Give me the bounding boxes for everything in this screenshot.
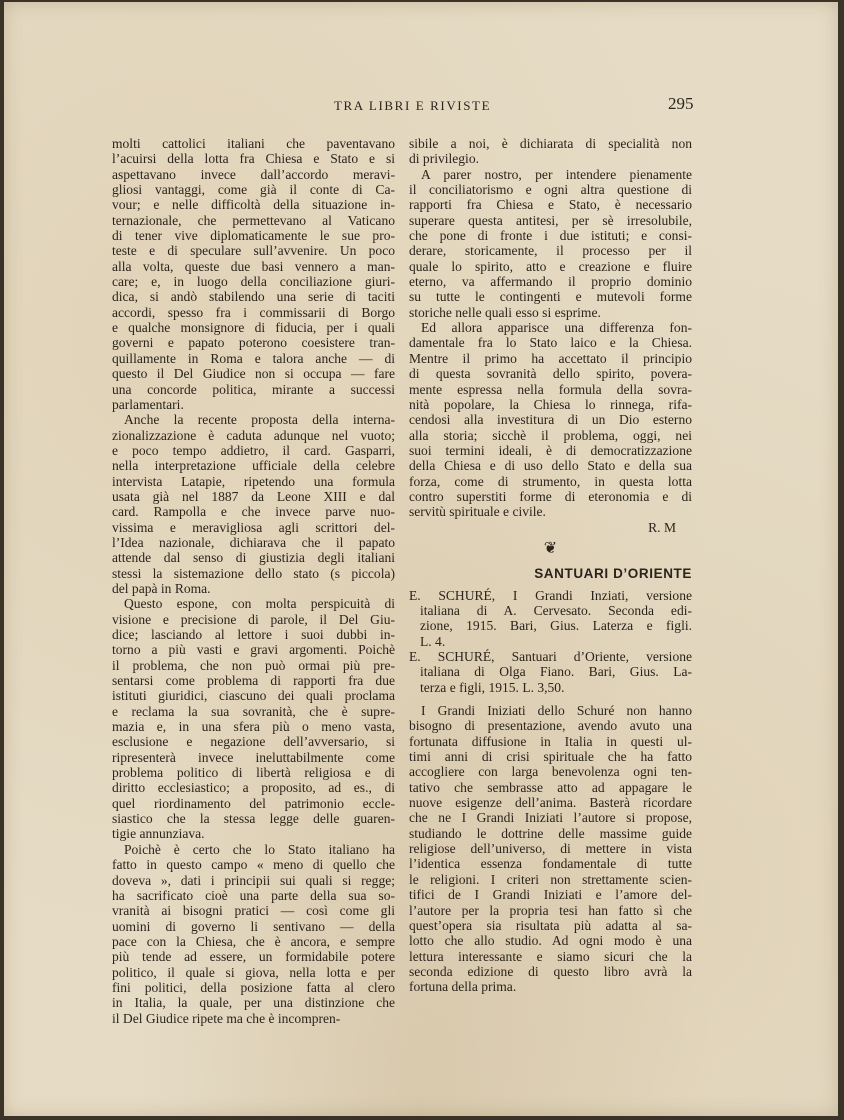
- text-line: fini politici, della posizione fatta al clero: [112, 979, 395, 995]
- text-line: Anche la recente proposta della interna-: [124, 412, 395, 428]
- text-line: religiose dell’universo, di mettere in vista: [409, 841, 692, 857]
- text-line: più tende ad essere, un formidabile potere: [112, 949, 395, 965]
- text-line: accogliere con larga benevolenza ogni ten-: [409, 764, 692, 780]
- text-line: eterno, va affermando il proprio dominio: [409, 274, 692, 290]
- text-line: tifici de I Grandi Iniziati e l’amore del-: [409, 887, 692, 903]
- text-line: forza, come di strumento, in questa lotta: [409, 473, 692, 489]
- text-line: che pone di fronte i due istituti; e consi-: [409, 228, 692, 244]
- text-line: siastico che la stessa legge delle guaren-: [112, 811, 395, 827]
- text-line: politico, il quale si giova, nella lotta e per: [112, 964, 395, 980]
- text-line: I Grandi Iniziati dello Schuré non hanno: [421, 703, 692, 719]
- text-line: torno a più vasti e gravi argomenti. Poichè: [112, 642, 395, 658]
- text-line: Mentre il primo ha accettato il principio: [409, 350, 692, 366]
- text-line: alla storia; sicchè il problema, oggi, nei: [409, 427, 692, 443]
- text-line: timi anni di crisi spirituale che ha fatto: [409, 749, 692, 765]
- text-line: superare questa antitesi, per sè irresolubile,: [409, 212, 692, 228]
- text-line: ripresenterà invece ineluttabilmente come: [112, 749, 395, 765]
- text-line: bisogno di presentazione, avendo avuto una: [409, 718, 692, 734]
- text-line: governi e papato poterono coesistere tran-: [112, 335, 395, 351]
- text-line: care; e, in luogo della conciliazione giuri-: [112, 274, 395, 290]
- bibliography-entry: [409, 649, 692, 695]
- text-line: mente espressa nella formula della sovra-: [409, 381, 692, 397]
- text-line: damentale fra lo Stato laico e la Chiesa.: [409, 335, 692, 351]
- text-line: vranità ai bisogni pratici — così come gli: [112, 903, 395, 919]
- text-line: della Chiesa e di uso dello Stato e della sua: [409, 458, 692, 474]
- text-line: l’Idea nazionale, dichiarava che il papato: [112, 534, 395, 550]
- entry-line: zione, 1915. Bari, Gius. Laterza e figli.: [420, 618, 692, 634]
- text-line: rapporti fra Chiesa e Stato, è necessario: [409, 197, 692, 213]
- text-line: fortuna della prima.: [409, 979, 517, 995]
- text-line: in Italia, la quale, per una distinzione che: [112, 995, 395, 1011]
- text-line: tativo che sembrasse atto ad appagare le: [409, 779, 692, 795]
- text-line: aspettavano invece dall’accordo meravi-: [112, 166, 395, 182]
- entry-line: terza e figli, 1915. L. 3,50.: [420, 679, 565, 695]
- entry-line: italiana di Olga Fiano. Bari, Gius. La-: [420, 664, 692, 680]
- text-line: parlamentari.: [112, 396, 184, 412]
- text-line: vissima e meravigliosa agli scrittori del-: [112, 519, 395, 535]
- running-title: TRA LIBRI E RIVISTE: [334, 98, 492, 113]
- text-line: lotto che allo studio. Ad ogni modo è una: [409, 933, 692, 949]
- text-line: sibile a noi, è dichiarata di specialità non: [409, 136, 692, 151]
- text-line: nità popolare, la Chiesa lo rinnega, rifa-: [409, 396, 692, 412]
- entry-line: italiana di A. Cervesato. Seconda edi-: [420, 602, 692, 618]
- text-line: dica, si andò stabilendo una serie di taciti: [112, 289, 395, 305]
- text-line: studiando le dottrine delle massime guide: [409, 825, 692, 841]
- text-line: Ed allora apparisce una differenza fon-: [421, 320, 692, 336]
- text-line: molti cattolici italiani che paventavano: [112, 136, 395, 151]
- text-line: le religioni. I criteri non strettamente scien-: [409, 871, 692, 887]
- text-line: contro superstiti forme di eteronomia e di: [409, 488, 692, 504]
- text-line: usata già nel 1887 da Leone XIII e dal: [112, 488, 395, 504]
- text-line: dice; lasciando al lettore i suoi dubbi in-: [112, 627, 395, 642]
- text-line: cendosi alla investitura di un Dio esterno: [409, 412, 692, 428]
- text-line: quest’opera sia risultata più adatta al sa-: [409, 917, 692, 933]
- section-title: SANTUARI D’ORIENTE: [534, 566, 692, 582]
- text-line: tigie annunziava.: [112, 826, 205, 842]
- text-line: visione e precisione di parole, il Del Giu-: [112, 611, 395, 627]
- text-line: fortunata diffusione in Italia in questi ul-: [409, 733, 692, 749]
- entry-line: L. 4.: [420, 633, 446, 649]
- text-line: teste e di speculare sull’avvenire. Un poco: [112, 243, 395, 259]
- signature: R. M: [648, 519, 676, 535]
- text-line: fatto in questo campo « meno di quello che: [112, 857, 395, 873]
- text-line: sentarsi come problema di rapporti fra due: [112, 673, 395, 689]
- right-column: [409, 136, 692, 995]
- text-line: pace con la Chiesa, che è ancora, e sempre: [112, 933, 395, 949]
- text-line: che ne I Grandi Iniziati l’autore si propose,: [409, 810, 692, 826]
- text-line: problema politico di libertà religiosa e di: [112, 765, 395, 781]
- book-page: [4, 2, 838, 1116]
- text-line: il problema, che non può ormai più pre-: [112, 657, 395, 673]
- text-line: diritto ecclesiastico; a proposito, ad es., di: [112, 780, 395, 796]
- fleuron-icon: ❦: [543, 539, 558, 557]
- text-line: di privilegio.: [409, 151, 479, 167]
- text-line: quel riordinamento del patrimonio eccle-: [112, 795, 395, 811]
- text-line: uomini di governo li sentivano — della: [112, 918, 395, 934]
- text-line: suoi termini ideali, è di democratizzazione: [409, 442, 692, 458]
- text-line: derare, storicamente, il processo per il: [409, 243, 692, 259]
- text-line: stessi la sistemazione dello stato (s piccola): [112, 565, 395, 581]
- text-line: seconda edizione di questo libro avrà la: [409, 963, 692, 979]
- text-line: intervista Latapie, ripetendo una formula: [112, 473, 395, 489]
- text-line: l’autore per la propria tesi han fatto sì che: [409, 902, 692, 918]
- bibliography-entry: [409, 588, 692, 649]
- text-line: e qualche monsignore di fiducia, per i quali: [112, 320, 395, 336]
- text-line: card. Rampolla e che invece parve nuo-: [112, 504, 395, 520]
- text-line: doveva », dati i principii sui quali si regge;: [112, 872, 395, 888]
- page-number: 295: [668, 94, 694, 113]
- text-line: mazia e, in una sfera più o meno vasta,: [112, 719, 395, 735]
- text-line: una concorde politica, mirante a successi: [112, 381, 395, 397]
- text-line: e reclama la sua sovranità, che è supre-: [112, 703, 395, 719]
- text-line: attende dal senso di giustizia degli italiani: [112, 550, 395, 566]
- entry-line: E. SCHURÉ, Santuari d’Oriente, versione: [409, 649, 692, 664]
- text-line: servitù spirituale e civile.: [409, 504, 546, 520]
- entry-line: E. SCHURÉ, I Grandi Inziati, versione: [409, 587, 692, 603]
- text-line: vour; e nelle difficoltà della situazione in-: [112, 197, 395, 213]
- text-line: alla volta, queste due basi vennero a man-: [112, 258, 395, 274]
- bibliography-entries: [409, 588, 692, 695]
- text-line: quale lo spirito, atto e creazione e fluire: [409, 258, 692, 274]
- text-line: storiche nelle quali esso si esprime.: [409, 304, 601, 320]
- text-line: zionalizzazione è caduta adunque nel vuoto;: [112, 427, 395, 443]
- text-line: su tutte le contingenti e mutevoli forme: [409, 289, 692, 305]
- text-line: Questo espone, con molta perspicuità di: [124, 596, 395, 612]
- text-line: quillamente in Roma e talora anche — di: [112, 350, 395, 366]
- text-line: e poco tempo addietro, il card. Gasparri,: [112, 442, 395, 458]
- left-column: [112, 136, 395, 1026]
- text-line: gliosi vantaggi, come già il conte di Ca-: [112, 182, 395, 198]
- text-line: questo il Del Giudice non si occupa — fare: [112, 366, 395, 382]
- text-line: di questa sovranità dello spirito, povera-: [409, 366, 692, 382]
- text-line: A parer nostro, per intendere pienamente: [421, 166, 692, 182]
- text-line: il conciliatorismo e ogni altra questione di: [409, 182, 692, 198]
- text-line: l’acuirsi della lotta fra Chiesa e Stato e si: [112, 151, 395, 167]
- review-text: [409, 703, 692, 995]
- text-line: ha sacrificato cioè una parte della sua so-: [112, 887, 395, 903]
- text-line: accordi, spesso fra i commissarii di Borgo: [112, 304, 395, 320]
- text-line: nella interpretazione ufficiale della celebre: [112, 458, 395, 474]
- text-line: ternazionale, che permettevano al Vaticano: [112, 212, 395, 228]
- right-column-text: [409, 136, 692, 520]
- text-line: esclusione e negazione dell’avversario, si: [112, 734, 395, 750]
- text-line: il Del Giudice ripete ma che è incompren-: [112, 1010, 341, 1026]
- text-line: nuove esigenze dell’anima. Basterà ricordare: [409, 795, 692, 811]
- text-line: di tener vive diplomaticamente le sue pro-: [112, 228, 395, 244]
- text-line: del papà in Roma.: [112, 580, 211, 596]
- text-line: l’identica essenza fondamentale di tutte: [409, 856, 692, 872]
- text-line: lettura interessante e siamo sicuri che la: [409, 948, 692, 964]
- text-line: istituti giuridici, ciascuno dei quali proclama: [112, 688, 395, 704]
- text-line: Poichè è certo che lo Stato italiano ha: [124, 841, 395, 857]
